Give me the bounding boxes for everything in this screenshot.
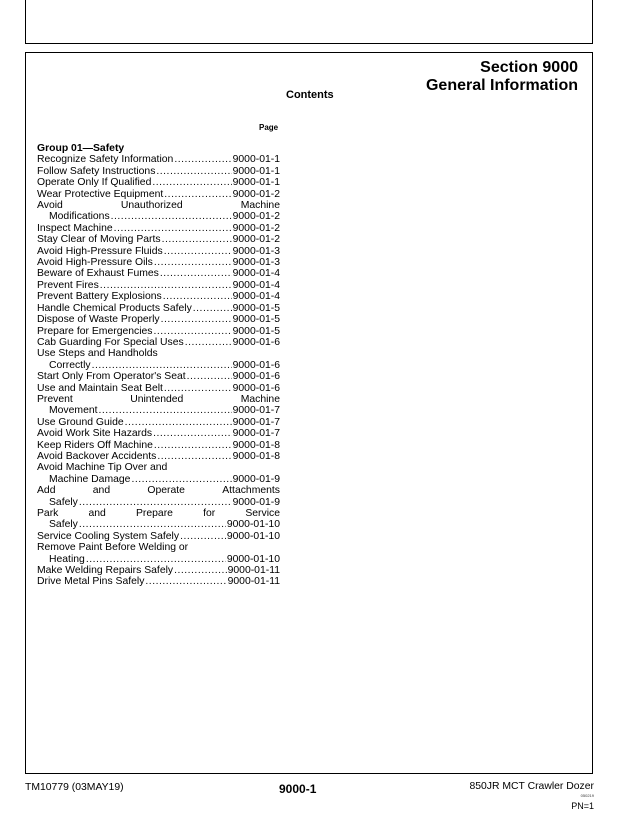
footer-manual-id: TM10779 (03MAY19) <box>25 782 124 793</box>
footer-model <box>469 781 594 799</box>
toc-entry[interactable] <box>37 371 280 382</box>
top-frame <box>25 0 593 44</box>
toc-entry-label: Safely <box>49 496 78 508</box>
footer-pn: PN=1 <box>571 801 594 811</box>
toc-entry[interactable] <box>37 291 280 302</box>
toc-entry[interactable] <box>37 428 280 439</box>
toc-entry-label: Dispose of Waste Properly <box>37 314 160 326</box>
toc-entry-page: 9000-01-8 <box>232 450 280 462</box>
toc-entry[interactable] <box>37 565 280 576</box>
toc-entry[interactable] <box>37 268 280 279</box>
toc-entry-page: 9000-01-4 <box>232 291 280 303</box>
toc-entry-label: Movement <box>49 405 98 417</box>
toc-entry[interactable] <box>37 417 280 428</box>
toc-entry-label: Correctly <box>49 359 91 371</box>
toc-leader-dots <box>174 565 227 576</box>
toc-entry-page: 9000-01-9 <box>232 496 280 508</box>
toc-entry-label: Handle Chemical Products Safely <box>37 302 192 314</box>
toc-entry[interactable] <box>37 326 280 337</box>
toc-entry-label: Recognize Safety Information <box>37 154 174 166</box>
toc-entry-label: Stay Clear of Moving Parts <box>37 234 161 246</box>
toc-entry-lead <box>37 200 280 211</box>
toc-leader-dots <box>163 291 232 302</box>
toc-entry-page: 9000-01-4 <box>232 268 280 280</box>
toc-leader-dots <box>164 383 232 394</box>
toc-entry-label: Keep Riders Off Machine <box>37 439 153 451</box>
toc-entry-lead: Avoid Machine Tip Over and <box>37 462 168 474</box>
toc-lead-word: Machine <box>240 200 280 212</box>
toc-lead-word: Add <box>37 485 56 497</box>
page-frame <box>25 52 593 774</box>
toc-leader-dots <box>92 360 232 371</box>
toc-lead-word: Operate <box>147 485 185 497</box>
toc-entry[interactable] <box>37 451 280 462</box>
toc-lead-word: Prevent <box>37 393 73 405</box>
toc-entry[interactable] <box>37 223 280 234</box>
toc-leader-dots <box>100 280 232 291</box>
toc-entry-page: 9000-01-2 <box>232 222 280 234</box>
toc-leader-dots <box>154 440 232 451</box>
toc-entry[interactable] <box>37 154 280 165</box>
toc-entry[interactable] <box>37 531 280 542</box>
toc-entry-page: 9000-01-6 <box>232 371 280 383</box>
toc-entry-label: Avoid Work Site Hazards <box>37 428 153 440</box>
toc-entry-label: Start Only From Operator's Seat <box>37 371 186 383</box>
toc-entry[interactable] <box>37 554 280 565</box>
toc-entry-label: Cab Guarding For Special Uses <box>37 336 184 348</box>
toc-entry-label: Drive Metal Pins Safely <box>37 576 145 588</box>
section-number: Section 9000 <box>480 59 578 76</box>
toc-leader-dots <box>79 497 232 508</box>
toc-entry-page: 9000-01-10 <box>226 530 280 542</box>
toc-leader-dots <box>152 177 231 188</box>
toc-entry[interactable] <box>37 246 280 257</box>
toc-entry-page: 9000-01-9 <box>232 473 280 485</box>
toc-lead-word: Unintended <box>130 393 184 405</box>
toc-entry-label: Prevent Battery Explosions <box>37 291 162 303</box>
toc-entry[interactable] <box>37 440 280 451</box>
section-title <box>426 59 578 95</box>
toc-entry-page: 9000-01-6 <box>232 336 280 348</box>
footer-model-name: 850JR MCT Crawler Dozer <box>469 781 594 792</box>
toc-entries <box>37 154 280 587</box>
toc-leader-dots <box>86 554 226 565</box>
toc-entry-label: Avoid High-Pressure Fluids <box>37 245 163 257</box>
toc-entry-label: Follow Safety Instructions <box>37 165 156 177</box>
toc-leader-dots <box>174 154 231 165</box>
toc-entry-label: Use Ground Guide <box>37 416 124 428</box>
toc-entry-label: Modifications <box>49 211 110 223</box>
toc-leader-dots <box>180 531 226 542</box>
toc-entry-page: 9000-01-5 <box>232 314 280 326</box>
toc-entry[interactable] <box>37 234 280 245</box>
toc-leader-dots <box>160 268 232 279</box>
toc-entry-label: Avoid Backover Accidents <box>37 450 157 462</box>
toc-leader-dots <box>187 371 232 382</box>
toc-entry-lead <box>37 485 280 496</box>
toc-leader-dots <box>185 337 232 348</box>
table-of-contents <box>37 143 280 588</box>
toc-leader-dots <box>145 576 226 587</box>
toc-entry[interactable] <box>37 337 280 348</box>
toc-lead-word: Machine <box>240 393 280 405</box>
toc-lead-word: Service <box>245 508 280 519</box>
toc-leader-dots <box>114 223 232 234</box>
toc-entry-page: 9000-01-10 <box>226 553 280 565</box>
toc-entry-label: Machine Damage <box>49 473 131 485</box>
toc-entry-label: Avoid High-Pressure Oils <box>37 257 153 269</box>
toc-entry-page: 9000-01-5 <box>232 302 280 314</box>
toc-leader-dots <box>156 166 231 177</box>
group-title: Group 01—Safety <box>37 143 125 154</box>
toc-entry[interactable] <box>37 519 280 530</box>
toc-entry[interactable] <box>37 497 280 508</box>
toc-entry-page: 9000-01-5 <box>232 325 280 337</box>
toc-leader-dots <box>99 405 232 416</box>
toc-entry[interactable] <box>37 189 280 200</box>
toc-entry[interactable] <box>37 576 280 587</box>
toc-lead-word: Prepare <box>135 508 173 519</box>
toc-entry[interactable] <box>37 383 280 394</box>
toc-leader-dots <box>153 428 232 439</box>
toc-entry-page: 9000-01-1 <box>232 154 280 166</box>
toc-entry-label: Safely <box>49 519 78 531</box>
toc-entry-page: 9000-01-8 <box>232 439 280 451</box>
toc-lead-word: for <box>203 508 216 519</box>
toc-leader-dots <box>131 474 231 485</box>
toc-leader-dots <box>79 519 226 530</box>
toc-leader-dots <box>154 257 232 268</box>
toc-entry-label: Prepare for Emergencies <box>37 325 153 337</box>
toc-lead-word: Attachments <box>222 485 280 497</box>
toc-entry-page: 9000-01-2 <box>232 188 280 200</box>
toc-entry-page: 9000-01-4 <box>232 279 280 291</box>
toc-lead-word: and <box>88 508 106 519</box>
toc-entry-page: 9000-01-1 <box>232 165 280 177</box>
toc-entry[interactable] <box>37 257 280 268</box>
toc-entry[interactable] <box>37 314 280 325</box>
toc-entry[interactable] <box>37 303 280 314</box>
footer-code: 050219 <box>580 793 594 798</box>
toc-entry-label: Inspect Machine <box>37 222 113 234</box>
toc-entry-page: 9000-01-10 <box>226 519 280 531</box>
toc-entry-label: Beware of Exhaust Fumes <box>37 268 159 280</box>
toc-lead-word: and <box>92 485 111 497</box>
toc-entry-page: 9000-01-6 <box>232 382 280 394</box>
toc-entry-label: Service Cooling System Safely <box>37 530 180 542</box>
toc-leader-dots <box>193 303 232 314</box>
toc-entry-page: 9000-01-7 <box>232 428 280 440</box>
toc-entry-page: 9000-01-11 <box>227 565 280 577</box>
toc-leader-dots <box>125 417 232 428</box>
toc-leader-dots <box>162 234 232 245</box>
toc-entry-label: Prevent Fires <box>37 279 99 291</box>
toc-entry-page: 9000-01-7 <box>232 416 280 428</box>
contents-heading: Contents <box>286 89 334 101</box>
toc-entry-lead: Remove Paint Before Welding or <box>37 542 189 554</box>
toc-entry-page: 9000-01-7 <box>232 405 280 417</box>
toc-entry-lead <box>37 394 280 405</box>
toc-leader-dots <box>164 189 231 200</box>
toc-leader-dots <box>154 326 232 337</box>
toc-entry-label: Make Welding Repairs Safely <box>37 565 174 577</box>
toc-entry-page: 9000-01-3 <box>232 257 280 269</box>
toc-lead-word: Park <box>37 508 59 519</box>
toc-leader-dots <box>157 451 231 462</box>
toc-entry-label: Use and Maintain Seat Belt <box>37 382 163 394</box>
page-column-label: Page <box>259 123 279 132</box>
toc-entry[interactable] <box>37 405 280 416</box>
toc-leader-dots <box>161 314 232 325</box>
toc-entry-page: 9000-01-6 <box>232 359 280 371</box>
toc-leader-dots <box>164 246 232 257</box>
toc-leader-dots <box>111 211 232 222</box>
toc-entry-page: 9000-01-1 <box>232 177 280 189</box>
toc-entry[interactable] <box>37 211 280 222</box>
toc-entry[interactable] <box>37 166 280 177</box>
toc-entry-label: Heating <box>49 553 85 565</box>
toc-entry-page: 9000-01-3 <box>232 245 280 257</box>
footer-page-number: 9000-1 <box>279 782 317 796</box>
toc-entry-lead: Use Steps and Handholds <box>37 348 158 360</box>
toc-entry[interactable] <box>37 474 280 485</box>
section-name: General Information <box>425 77 578 94</box>
toc-lead-word: Avoid <box>37 200 63 212</box>
toc-entry[interactable] <box>37 280 280 291</box>
toc-entry-label: Wear Protective Equipment <box>37 188 164 200</box>
toc-entry[interactable] <box>37 360 280 371</box>
toc-entry-page: 9000-01-2 <box>232 211 280 223</box>
toc-entry[interactable] <box>37 177 280 188</box>
toc-lead-word: Unauthorized <box>120 200 183 212</box>
toc-entry-label: Operate Only If Qualified <box>37 177 152 189</box>
toc-entry-page: 9000-01-2 <box>232 234 280 246</box>
toc-entry-lead <box>37 508 280 519</box>
toc-entry-page: 9000-01-11 <box>227 576 280 588</box>
